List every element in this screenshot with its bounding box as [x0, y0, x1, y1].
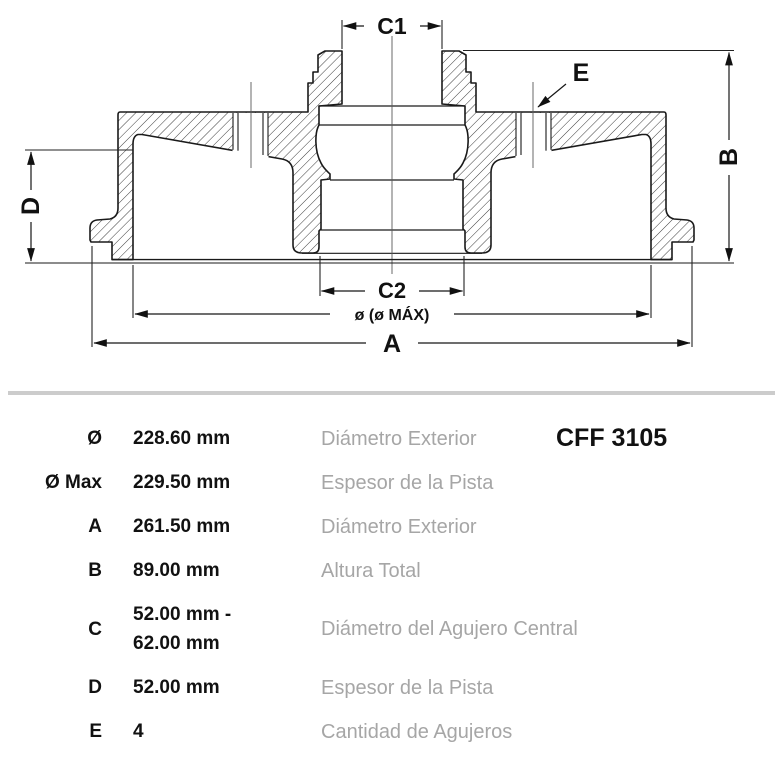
- drum-section-left: [90, 51, 342, 260]
- spec-row-b: [30, 549, 783, 593]
- spec-label: C: [88, 618, 102, 640]
- spec-value: 229.50 mm: [133, 471, 231, 493]
- spec-row-diameter: [30, 417, 783, 461]
- spec-desc: Diámetro Exterior: [321, 515, 477, 538]
- spec-desc: Diámetro del Agujero Central: [321, 618, 578, 640]
- divider: [8, 391, 775, 395]
- spec-desc: Diámetro Exterior: [321, 427, 477, 450]
- dim-label-b: B: [715, 147, 743, 167]
- spec-value: 89.00 mm: [133, 559, 220, 581]
- dim-label-a: A: [382, 330, 402, 358]
- part-code: CFF 3105: [556, 424, 668, 452]
- spec-table: [30, 417, 783, 754]
- spec-label: E: [89, 721, 102, 742]
- spec-label: D: [88, 677, 102, 698]
- spec-label: B: [88, 560, 102, 581]
- dim-label-c2: C2: [377, 278, 407, 303]
- spec-row-d: [30, 666, 783, 710]
- spec-desc: Cantidad de Agujeros: [321, 720, 513, 743]
- spec-row-c: [30, 593, 783, 666]
- spec-value-line2: 62.00 mm: [133, 632, 220, 654]
- spec-row-e: [30, 710, 783, 754]
- spec-value: 52.00 mm: [133, 676, 220, 698]
- drum-section-right: [442, 51, 694, 260]
- spec-value: 228.60 mm: [133, 427, 231, 449]
- spec-value: 4: [133, 720, 144, 742]
- dim-label-e: E: [572, 59, 590, 87]
- spec-label: A: [88, 516, 102, 537]
- spec-value: [102, 601, 321, 658]
- spec-desc: Espesor de la Pista: [321, 471, 494, 494]
- spec-row-diameter-max: [30, 461, 783, 505]
- dim-label-diameter: ø (ø MÁX): [354, 307, 430, 324]
- dim-label-c1: C1: [377, 13, 407, 39]
- spec-label: Ø: [87, 428, 102, 449]
- dim-label-d: D: [17, 196, 45, 216]
- bottom-face-lines: [25, 260, 734, 263]
- spec-value: 261.50 mm: [133, 515, 231, 537]
- spec-value-line1: 52.00 mm -: [133, 604, 232, 625]
- spec-desc: Altura Total: [321, 559, 421, 582]
- spec-label: Ø Max: [44, 472, 102, 493]
- spec-row-a: [30, 505, 783, 549]
- spec-desc: Espesor de la Pista: [321, 676, 494, 699]
